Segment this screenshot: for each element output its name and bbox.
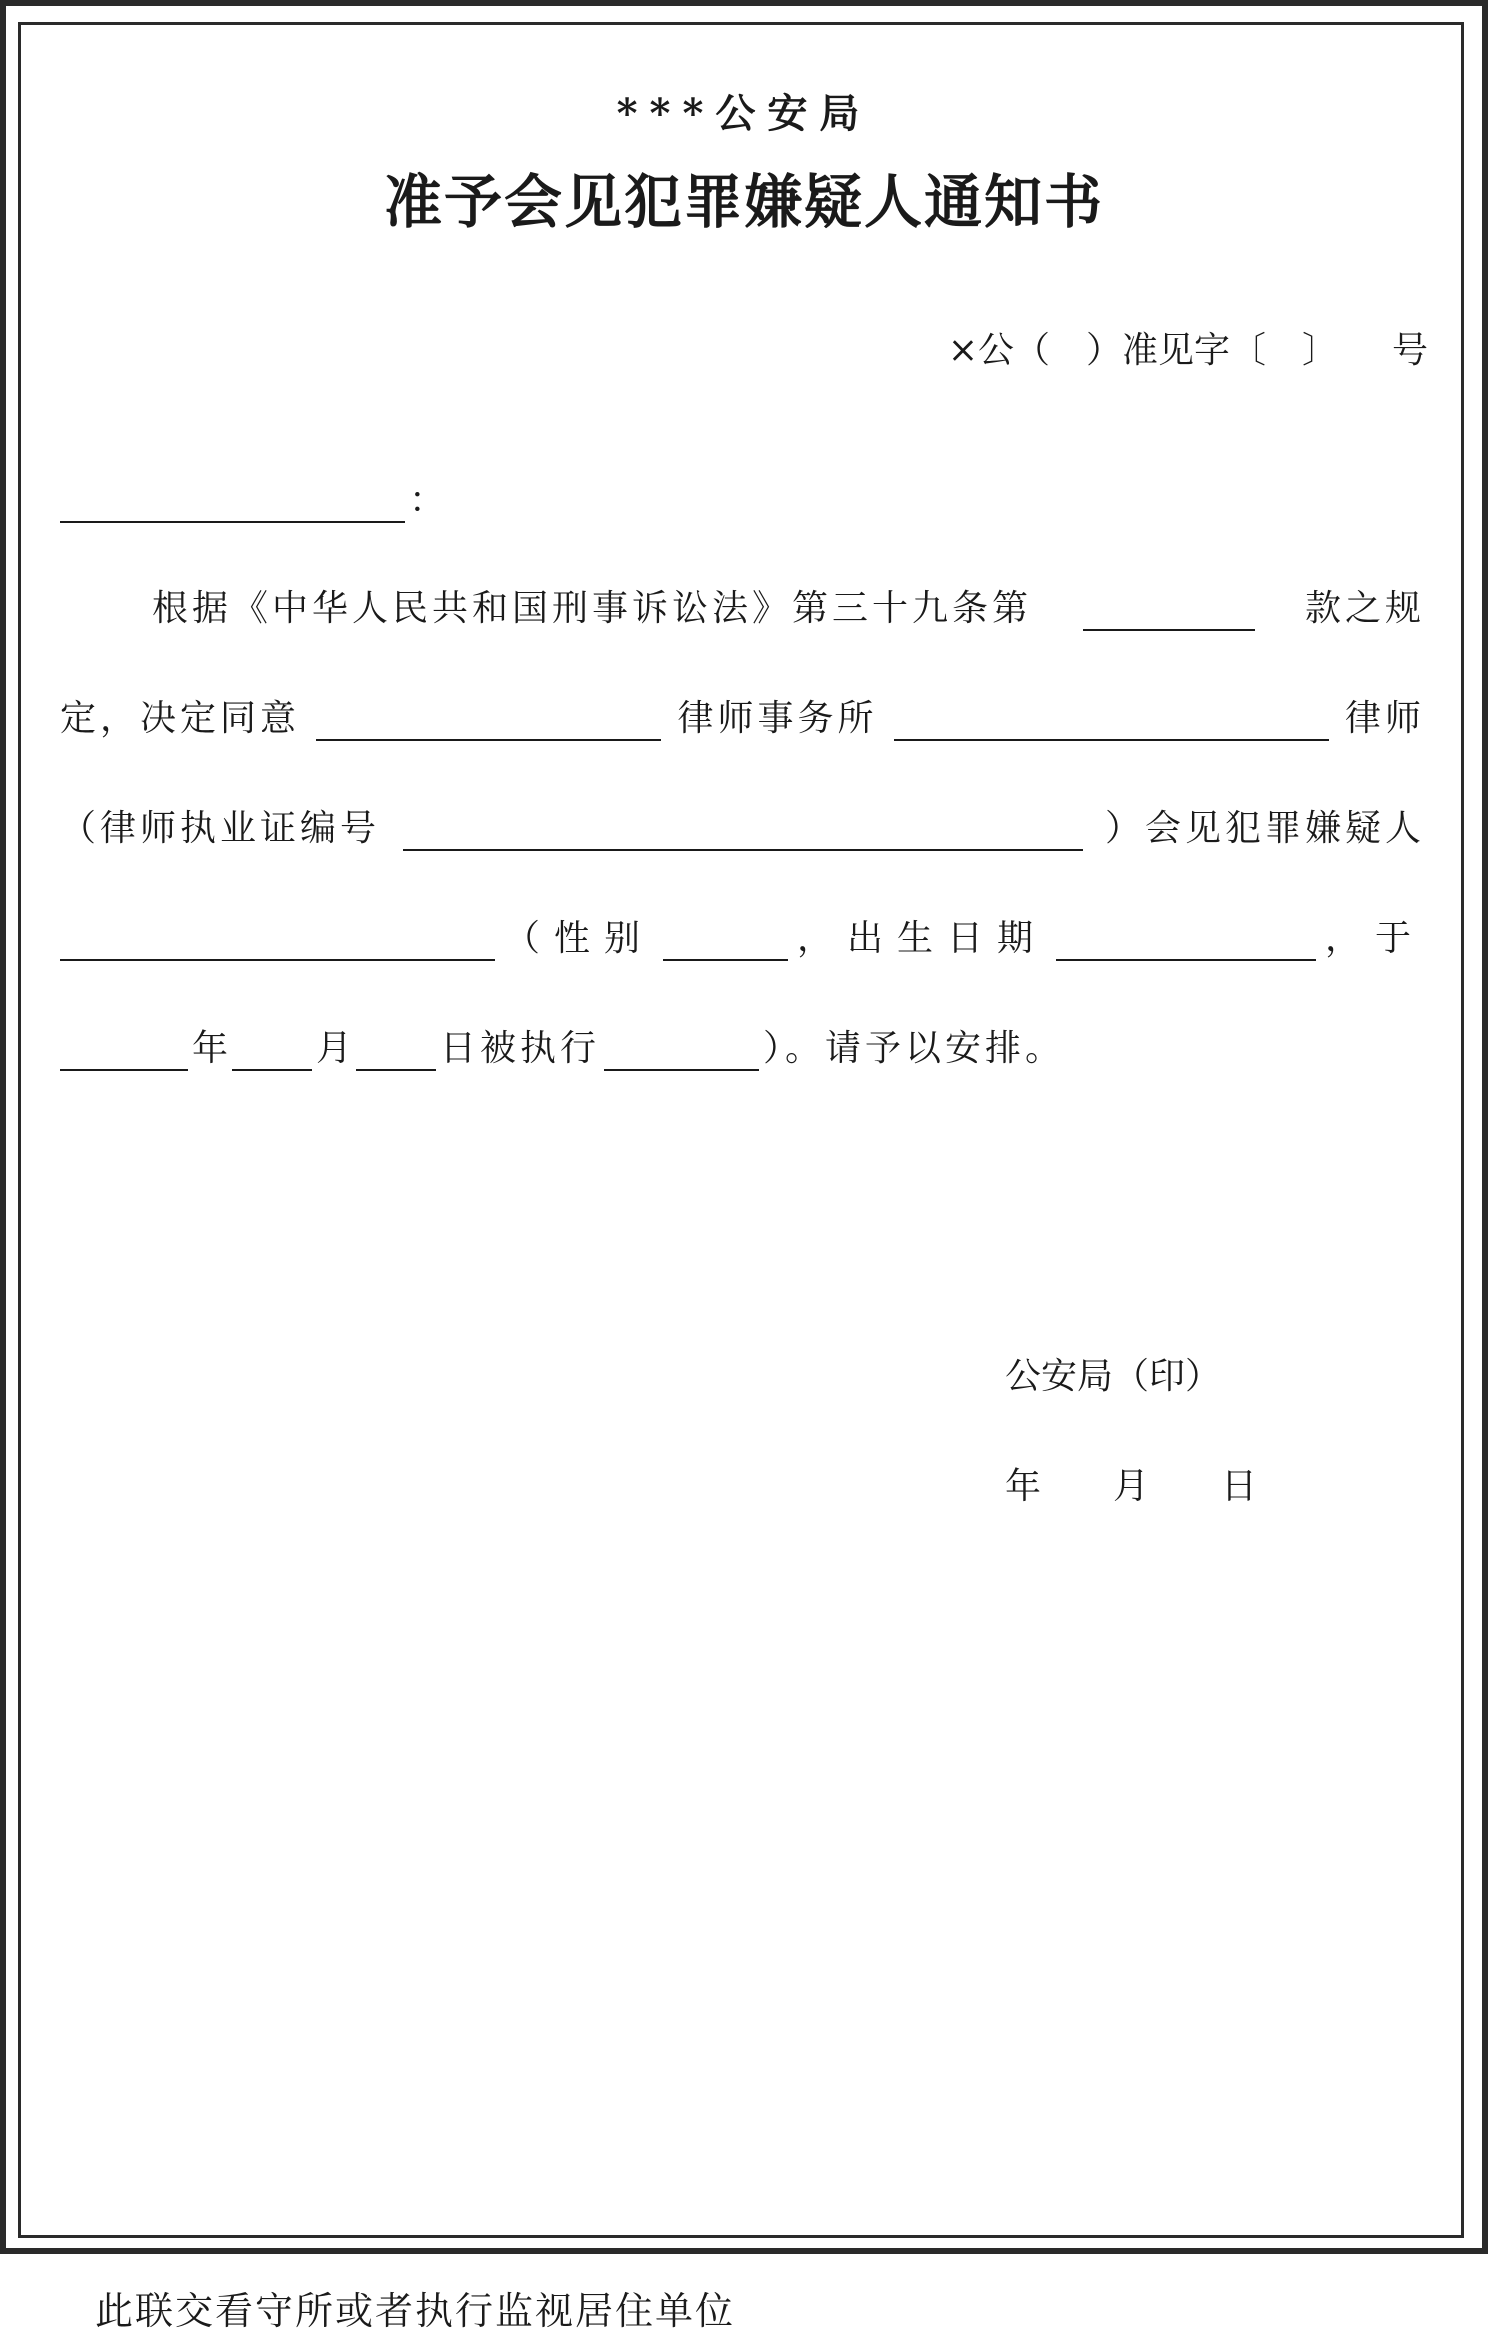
- gender-blank[interactable]: [663, 919, 788, 961]
- addressee-colon: ：: [409, 480, 446, 521]
- document-title: 准予会见犯罪嫌疑人通知书: [383, 168, 1104, 236]
- document-number: ×公（ ）准见字〔 〕 号: [947, 330, 1428, 371]
- body-line-2: [60, 690, 1425, 741]
- clause-suffix-text: 款之规: [1304, 588, 1425, 629]
- legal-basis-text: 根据《中华人民共和国刑事诉讼法》第三十九条第: [152, 588, 1033, 629]
- month-label: 月: [316, 1028, 353, 1069]
- birthdate-label: ，出生日期: [796, 918, 1047, 959]
- issue-date: 年 月 日: [1005, 1466, 1258, 1507]
- on-date-text: ，于: [1324, 918, 1425, 959]
- copy-destination-note: 此联交看守所或者执行监视居住单位: [95, 2289, 736, 2333]
- body-line-1: [60, 580, 1425, 631]
- gender-label: （性别: [503, 918, 654, 959]
- license-number-blank[interactable]: [403, 809, 1083, 851]
- lawyer-label: 律师: [1344, 698, 1425, 739]
- addressee-line: [60, 472, 445, 523]
- agency-name: ***公安局: [616, 90, 872, 137]
- month-blank[interactable]: [232, 1029, 312, 1071]
- year-label: 年: [192, 1028, 229, 1069]
- decision-text: 定，决定同意: [60, 698, 301, 739]
- measure-blank[interactable]: [604, 1029, 759, 1071]
- clause-blank[interactable]: [1083, 589, 1255, 631]
- suspect-name-blank[interactable]: [60, 919, 495, 961]
- issuer-seal: 公安局（印）: [1005, 1356, 1222, 1397]
- license-label: （律师执业证编号: [60, 808, 381, 849]
- day-blank[interactable]: [356, 1029, 436, 1071]
- addressee-blank[interactable]: [60, 481, 405, 523]
- law-firm-blank[interactable]: [316, 699, 661, 741]
- arrange-request-text: ）。请予以安排。: [763, 1028, 1066, 1069]
- law-firm-label: 律师事务所: [677, 698, 878, 739]
- meet-suspect-text: ）会见犯罪嫌疑人: [1104, 808, 1425, 849]
- body-line-5: [60, 1020, 1425, 1071]
- year-blank[interactable]: [60, 1029, 188, 1071]
- body-line-3: [60, 800, 1425, 851]
- lawyer-name-blank[interactable]: [894, 699, 1329, 741]
- executed-text: 日被执行: [440, 1028, 601, 1069]
- birthdate-blank[interactable]: [1056, 919, 1316, 961]
- body-line-4: [60, 910, 1425, 961]
